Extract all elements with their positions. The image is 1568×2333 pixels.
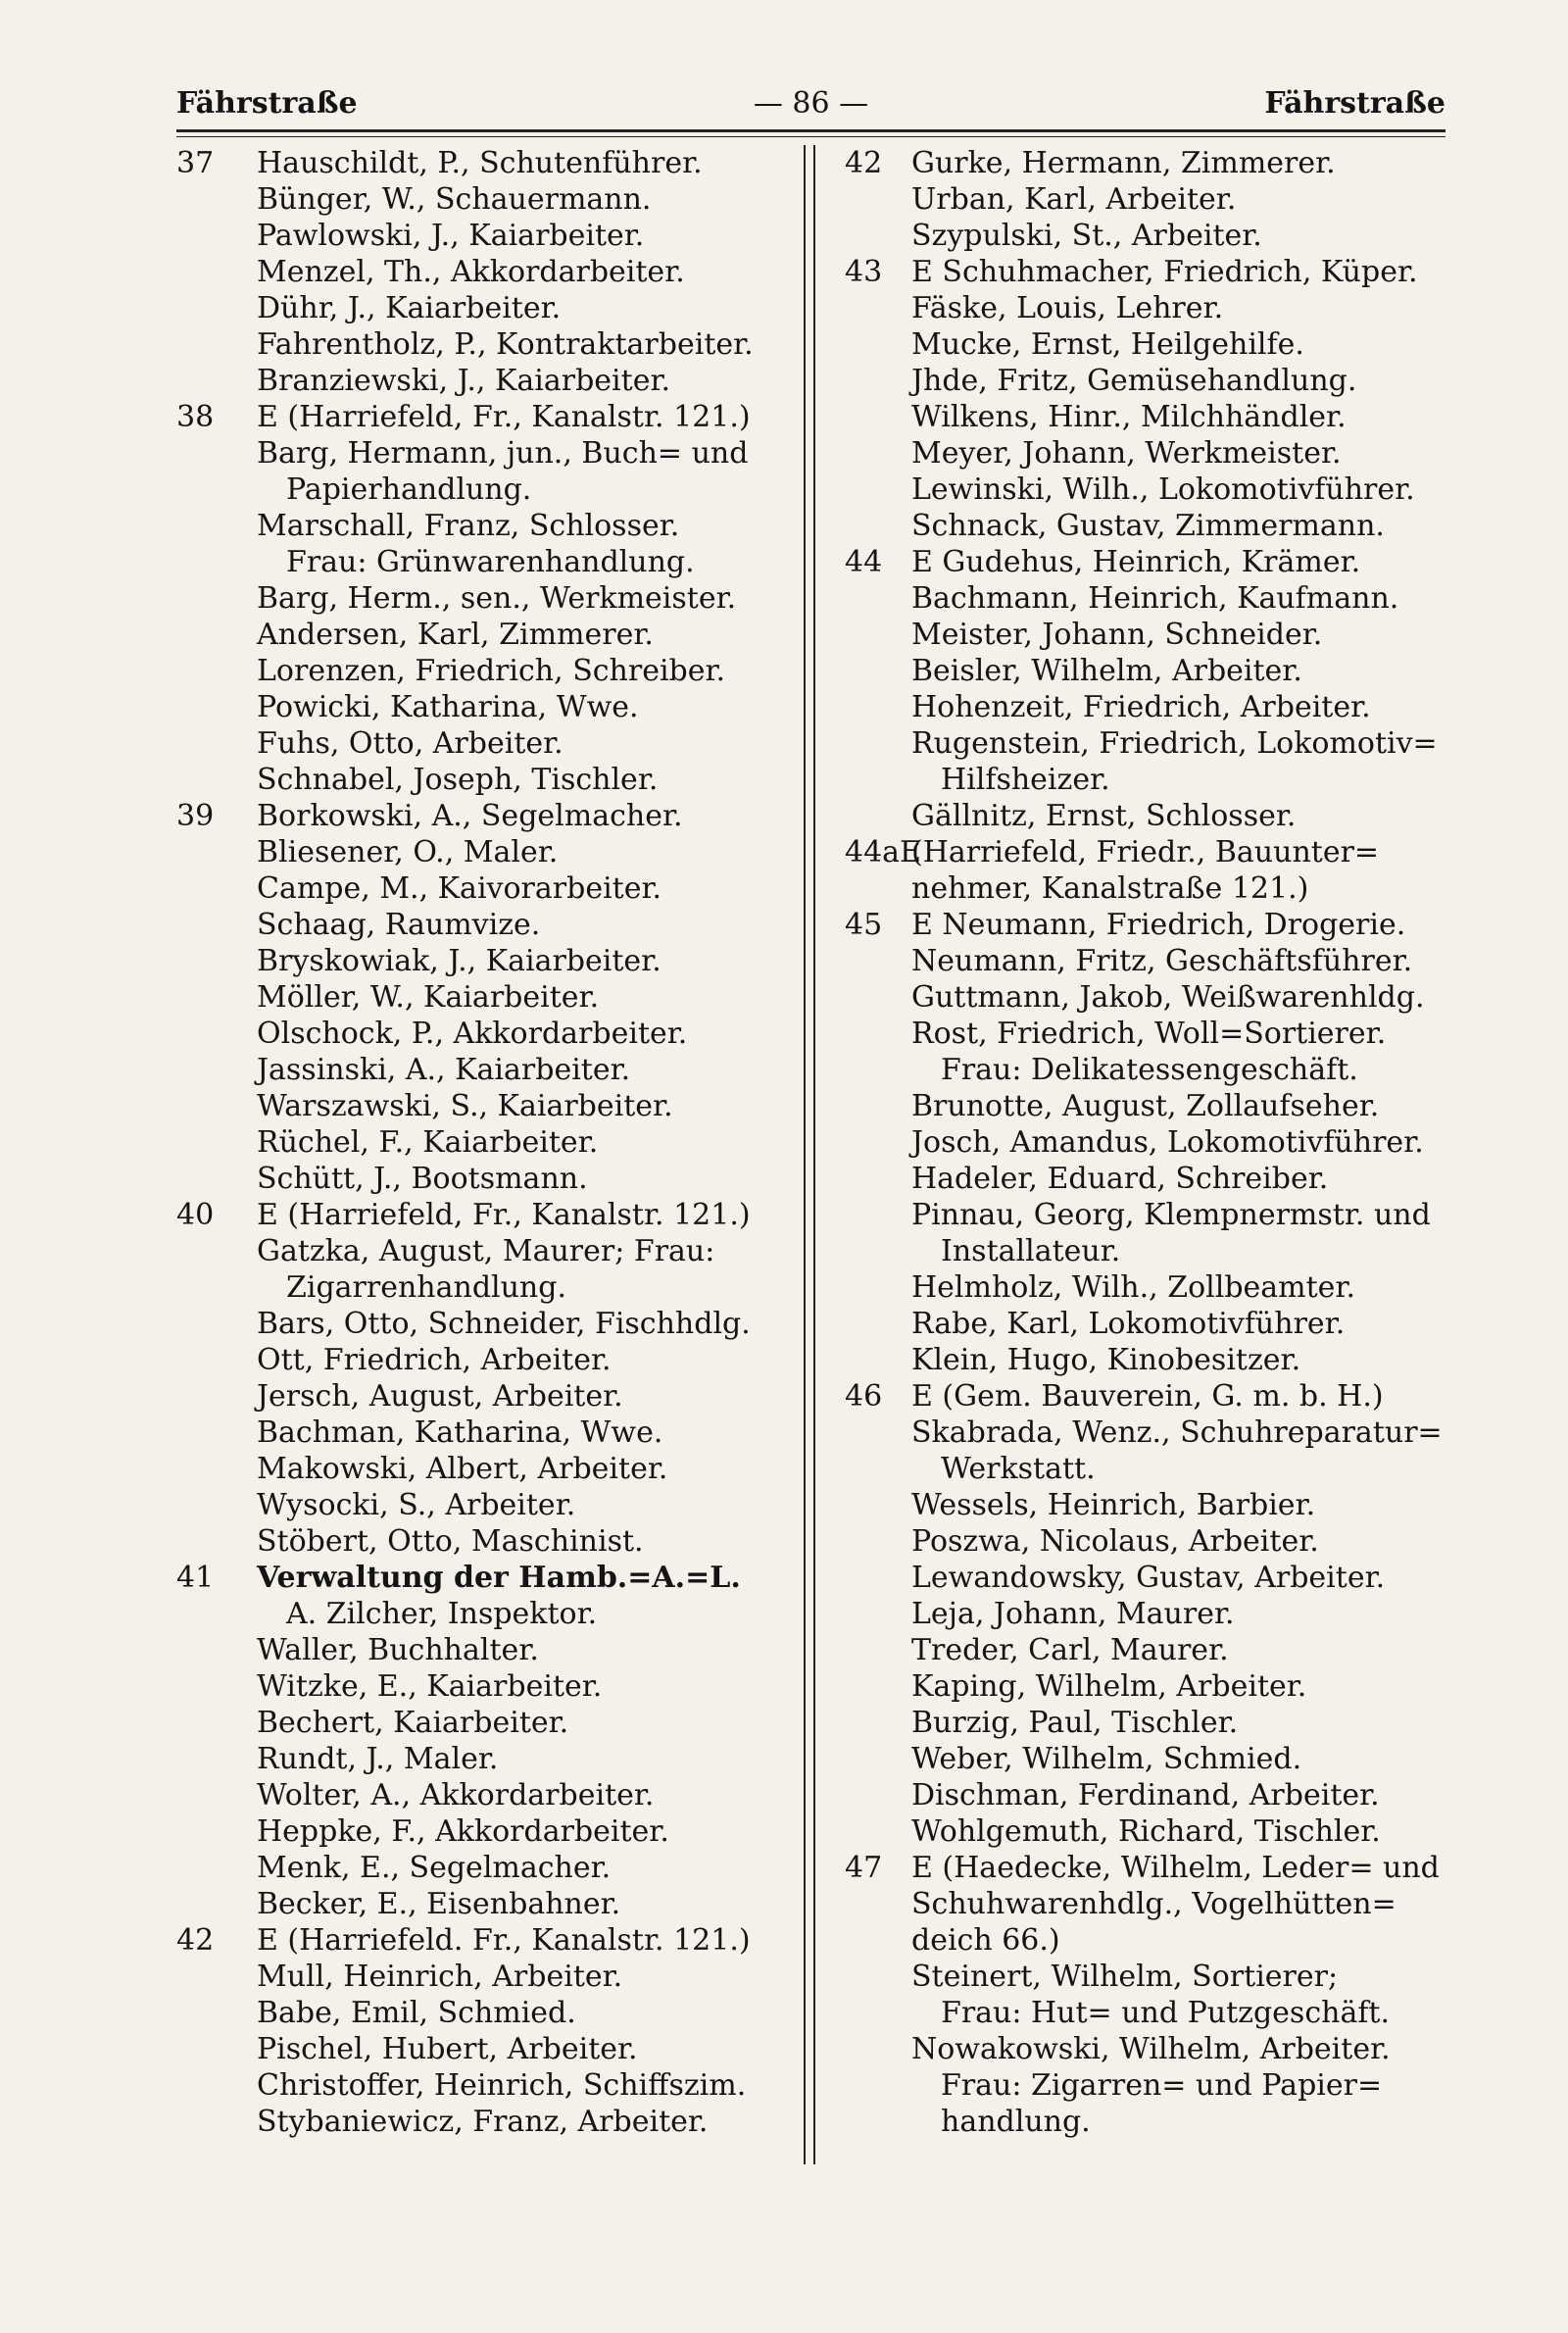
resident-line: Steinert, Wilhelm, Sortierer; (911, 1960, 1339, 1994)
resident-line: Rugenstein, Friedrich, Lokomotiv= (911, 726, 1438, 761)
resident-line: Verwaltung der Hamb.=A.=L. (257, 1561, 741, 1595)
resident-line: Stöbert, Otto, Maschinist. (257, 1524, 644, 1559)
resident-line: Lorenzen, Friedrich, Schreiber. (257, 654, 726, 688)
house-number: 44aE (845, 835, 921, 869)
resident-line: Klein, Hugo, Kinobesitzer. (911, 1343, 1301, 1377)
resident-line: Bliesener, O., Maler. (257, 835, 559, 869)
resident-line: Leja, Johann, Maurer. (911, 1597, 1235, 1631)
resident-line: Poszwa, Nicolaus, Arbeiter. (911, 1524, 1319, 1559)
resident-line: A. Zilcher, Inspektor. (286, 1597, 598, 1631)
resident-line: deich 66.) (911, 1923, 1060, 1958)
resident-line: Barg, Herm., sen., Werkmeister. (257, 581, 737, 616)
resident-line: Kaping, Wilhelm, Arbeiter. (911, 1669, 1307, 1704)
resident-line: Becker, E., Eisenbahner. (257, 1887, 621, 1921)
resident-line: E (Gem. Bauverein, G. m. b. H.) (911, 1379, 1384, 1414)
resident-line: Rabe, Karl, Lokomotivführer. (911, 1307, 1346, 1341)
resident-line: Heppke, F., Akkordarbeiter. (257, 1814, 669, 1849)
resident-line: Schütt, J., Bootsmann. (257, 1162, 588, 1196)
resident-line: Installateur. (941, 1234, 1121, 1268)
resident-line: Schnack, Gustav, Zimmermann. (911, 509, 1385, 543)
resident-line: Andersen, Karl, Zimmerer. (257, 618, 654, 652)
left-column (176, 145, 799, 2140)
resident-line: Bünger, W., Schauermann. (257, 182, 652, 217)
resident-line: Dühr, J., Kaiarbeiter. (257, 291, 562, 325)
column-divider (813, 145, 815, 2164)
resident-line: Werkstatt. (941, 1452, 1096, 1486)
resident-line: E Gudehus, Heinrich, Krämer. (911, 545, 1361, 579)
house-number: 42 (845, 146, 883, 180)
resident-line: Mucke, Ernst, Heilgehilfe. (911, 327, 1304, 362)
resident-line: Waller, Buchhalter. (257, 1633, 539, 1667)
resident-line: handlung. (941, 2105, 1091, 2139)
resident-line: Neumann, Fritz, Geschäftsführer. (911, 944, 1413, 978)
resident-line: Fuhs, Otto, Arbeiter. (257, 726, 564, 761)
resident-line: Fahrentholz, P., Kontraktarbeiter. (257, 327, 754, 362)
resident-line: Ott, Friedrich, Arbeiter. (257, 1343, 612, 1377)
resident-line: Burzig, Paul, Tischler. (911, 1706, 1239, 1740)
house-entry (845, 544, 1447, 834)
house-entry (845, 834, 1447, 907)
house-entry (176, 399, 799, 798)
header-rule-thick (176, 129, 1446, 132)
house-entry (845, 1850, 1447, 2140)
column-divider (804, 145, 806, 2164)
house-entry (176, 145, 799, 399)
resident-line: E (Haedecke, Wilhelm, Leder= und (911, 1851, 1440, 1885)
page-header (176, 86, 1446, 129)
resident-line: Menzel, Th., Akkordarbeiter. (257, 255, 685, 289)
house-number: 40 (176, 1198, 215, 1232)
resident-line: Witzke, E., Kaiarbeiter. (257, 1669, 603, 1704)
resident-line: Marschall, Franz, Schlosser. (257, 509, 680, 543)
resident-line: E (Harriefeld. Fr., Kanalstr. 121.) (257, 1923, 751, 1958)
resident-line: Dischman, Ferdinand, Arbeiter. (911, 1778, 1380, 1812)
resident-line: (Harriefeld, Friedr., Bauunter= (911, 835, 1380, 869)
resident-line: Rost, Friedrich, Woll=Sortierer. (911, 1017, 1387, 1051)
resident-line: Rundt, J., Maler. (257, 1742, 499, 1776)
resident-line: Warszawski, S., Kaiarbeiter. (257, 1089, 673, 1123)
resident-line: Lewandowsky, Gustav, Arbeiter. (911, 1561, 1386, 1595)
resident-line: Pischel, Hubert, Arbeiter. (257, 2032, 638, 2066)
resident-line: Wessels, Heinrich, Barbier. (911, 1488, 1316, 1522)
resident-line: Frau: Delikatessengeschäft. (941, 1053, 1358, 1087)
resident-line: Weber, Wilhelm, Schmied. (911, 1742, 1302, 1776)
resident-line: Rüchel, F., Kaiarbeiter. (257, 1125, 599, 1160)
resident-line: Möller, W., Kaiarbeiter. (257, 980, 600, 1015)
resident-line: Helmholz, Wilh., Zollbeamter. (911, 1270, 1356, 1305)
house-entry (845, 1378, 1447, 1850)
right-column (845, 145, 1447, 2140)
header-street-left: Fährstraße (176, 86, 358, 121)
resident-line: Branziewski, J., Kaiarbeiter. (257, 364, 671, 398)
resident-line: E Neumann, Friedrich, Drogerie. (911, 908, 1406, 942)
resident-line: Campe, M., Kaivorarbeiter. (257, 871, 662, 906)
resident-line: Hilfsheizer. (941, 763, 1110, 797)
resident-line: Wilkens, Hinr., Milchhändler. (911, 400, 1347, 434)
resident-line: Gurke, Hermann, Zimmerer. (911, 146, 1336, 180)
resident-line: Fäske, Louis, Lehrer. (911, 291, 1224, 325)
resident-line: Stybaniewicz, Franz, Arbeiter. (257, 2105, 709, 2139)
resident-line: Lewinski, Wilh., Lokomotivführer. (911, 472, 1415, 507)
resident-line: Hohenzeit, Friedrich, Arbeiter. (911, 690, 1371, 724)
resident-line: Bryskowiak, J., Kaiarbeiter. (257, 944, 662, 978)
resident-line: Gällnitz, Ernst, Schlosser. (911, 799, 1297, 833)
resident-line: Pawlowski, J., Kaiarbeiter. (257, 219, 645, 253)
house-number: 41 (176, 1561, 215, 1595)
resident-line: Frau: Grünwarenhandlung. (286, 545, 695, 579)
house-number: 38 (176, 400, 215, 434)
resident-line: Hadeler, Eduard, Schreiber. (911, 1162, 1329, 1196)
resident-line: Jhde, Fritz, Gemüsehandlung. (911, 364, 1357, 398)
resident-line: Schnabel, Joseph, Tischler. (257, 763, 659, 797)
header-street-right: Fährstraße (1264, 86, 1446, 121)
resident-line: Wolter, A., Akkordarbeiter. (257, 1778, 655, 1812)
resident-line: Babe, Emil, Schmied. (257, 1996, 576, 2030)
resident-line: Zigarrenhandlung. (286, 1270, 566, 1305)
header-rule-thin (176, 136, 1446, 137)
house-entry (176, 798, 799, 1197)
resident-line: Papierhandlung. (286, 472, 532, 507)
resident-line: nehmer, Kanalstraße 121.) (911, 871, 1309, 906)
resident-line: Hauschildt, P., Schutenführer. (257, 146, 703, 180)
house-entry (176, 1560, 799, 1922)
house-number: 47 (845, 1851, 883, 1885)
resident-line: Beisler, Wilhelm, Arbeiter. (911, 654, 1302, 688)
resident-line: Meister, Johann, Schneider. (911, 618, 1323, 652)
resident-line: Christoffer, Heinrich, Schiffszim. (257, 2068, 747, 2103)
resident-line: Wysocki, S., Arbeiter. (257, 1488, 576, 1522)
house-number: 44 (845, 545, 883, 579)
resident-line: Wohlgemuth, Richard, Tischler. (911, 1814, 1381, 1849)
resident-line: Menk, E., Segelmacher. (257, 1851, 612, 1885)
resident-line: Powicki, Katharina, Wwe. (257, 690, 639, 724)
resident-line: Makowski, Albert, Arbeiter. (257, 1452, 668, 1486)
resident-line: E (Harriefeld, Fr., Kanalstr. 121.) (257, 1198, 751, 1232)
resident-line: Frau: Zigarren= und Papier= (941, 2068, 1383, 2103)
resident-line: Frau: Hut= und Putzgeschäft. (941, 1996, 1391, 2030)
resident-line: Gatzka, August, Maurer; Frau: (257, 1234, 715, 1268)
resident-line: Skabrada, Wenz., Schuhreparatur= (911, 1415, 1443, 1450)
house-entry (845, 145, 1447, 254)
house-number: 37 (176, 146, 215, 180)
house-number: 42 (176, 1923, 215, 1958)
resident-line: Josch, Amandus, Lokomotivführer. (911, 1125, 1424, 1160)
resident-line: Barg, Hermann, jun., Buch= und (257, 436, 749, 471)
house-number: 45 (845, 908, 883, 942)
resident-line: E Schuhmacher, Friedrich, Küper. (911, 255, 1418, 289)
resident-line: Guttmann, Jakob, Weißwarenhldg. (911, 980, 1425, 1015)
resident-line: E (Harriefeld, Fr., Kanalstr. 121.) (257, 400, 751, 434)
resident-line: Jassinski, A., Kaiarbeiter. (257, 1053, 631, 1087)
resident-line: Bachman, Katharina, Wwe. (257, 1415, 663, 1450)
resident-line: Meyer, Johann, Werkmeister. (911, 436, 1342, 471)
resident-line: Schuhwarenhdlg., Vogelhütten= (911, 1887, 1396, 1921)
house-number: 39 (176, 799, 215, 833)
house-entry (176, 1197, 799, 1560)
house-number: 43 (845, 255, 883, 289)
resident-line: Bechert, Kaiarbeiter. (257, 1706, 569, 1740)
resident-line: Treder, Carl, Maurer. (911, 1633, 1229, 1667)
resident-line: Nowakowski, Wilhelm, Arbeiter. (911, 2032, 1391, 2066)
resident-line: Brunotte, August, Zollaufseher. (911, 1089, 1380, 1123)
resident-line: Bachmann, Heinrich, Kaufmann. (911, 581, 1399, 616)
resident-line: Jersch, August, Arbeiter. (257, 1379, 623, 1414)
house-entry (176, 1922, 799, 2140)
resident-line: Szypulski, St., Arbeiter. (911, 219, 1262, 253)
resident-line: Borkowski, A., Segelmacher. (257, 799, 683, 833)
resident-line: Schaag, Raumvize. (257, 908, 541, 942)
page-number: — 86 — (753, 86, 869, 121)
resident-line: Pinnau, Georg, Klempnermstr. und (911, 1198, 1431, 1232)
resident-line: Mull, Heinrich, Arbeiter. (257, 1960, 623, 1994)
house-entry (845, 907, 1447, 1378)
resident-line: Urban, Karl, Arbeiter. (911, 182, 1237, 217)
house-number: 46 (845, 1379, 883, 1414)
resident-line: Bars, Otto, Schneider, Fischhdlg. (257, 1307, 751, 1341)
house-entry (845, 254, 1447, 544)
resident-line: Olschock, P., Akkordarbeiter. (257, 1017, 688, 1051)
